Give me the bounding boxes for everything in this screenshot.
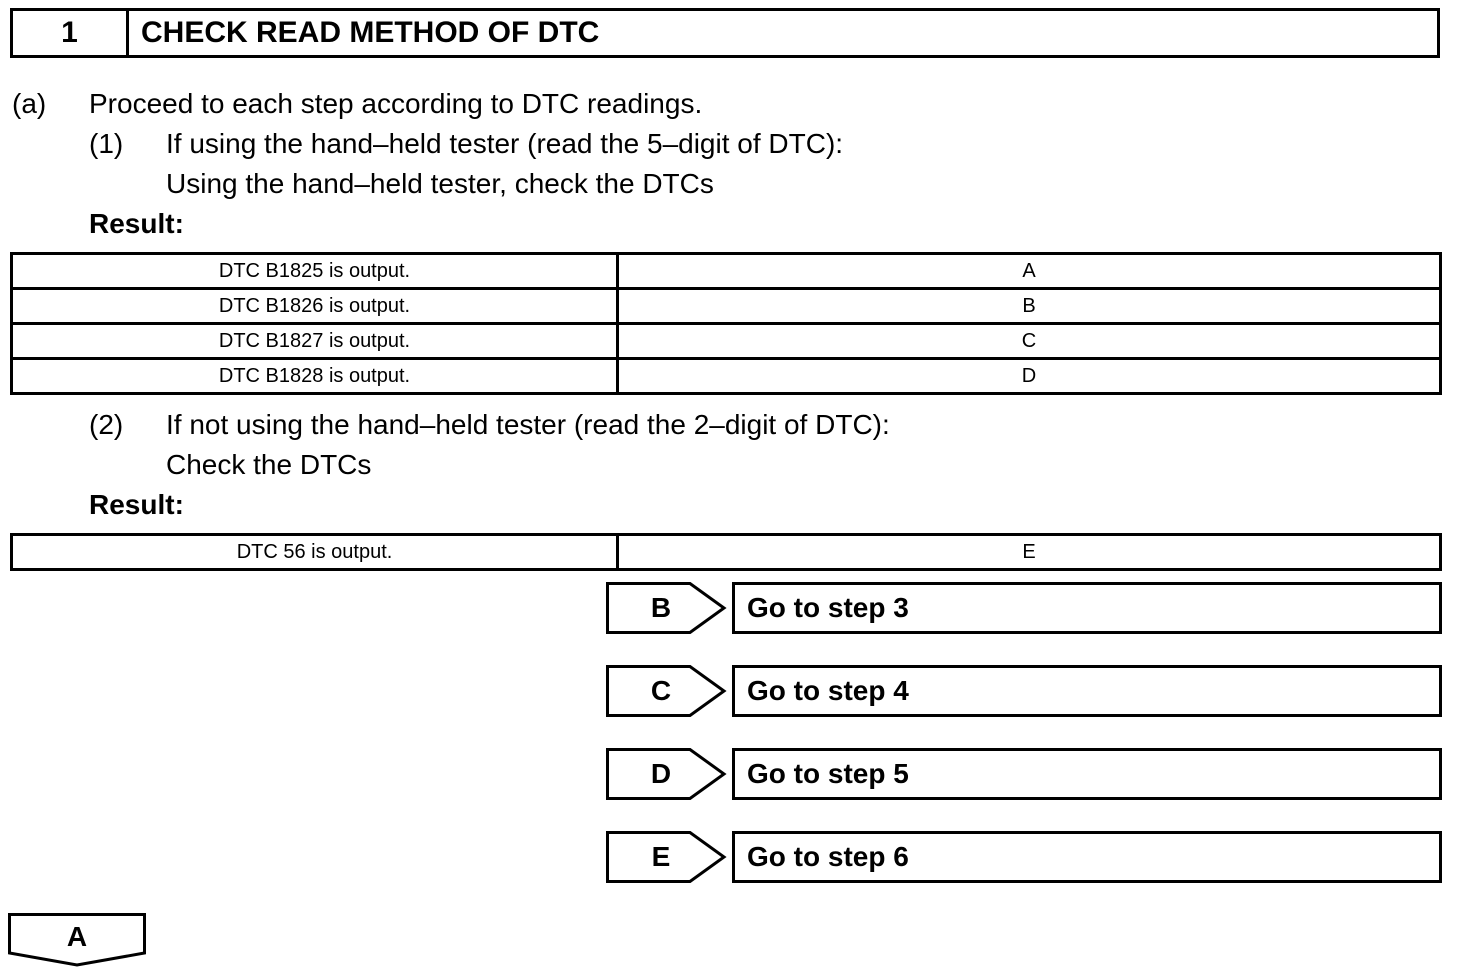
step-1-marker: (1) — [89, 128, 124, 159]
step-1-line1: If using the hand–held tester (read the 5–digit of DTC): — [166, 128, 844, 159]
step-2-marker: (2) — [89, 409, 124, 440]
step-number: 1 — [13, 11, 129, 55]
next-tag-label: A — [66, 921, 88, 952]
branch-c[interactable] — [606, 665, 1442, 717]
step-a-marker: (a) — [12, 88, 47, 119]
go-to-step-button[interactable]: Go to step 5 — [732, 748, 1442, 800]
result-cell: B — [618, 289, 1441, 324]
branch-d[interactable] — [606, 748, 1442, 800]
step-header — [10, 8, 1440, 58]
go-to-step-button[interactable]: Go to step 4 — [732, 665, 1442, 717]
branch-tag: E — [651, 841, 671, 872]
next-step-a[interactable] — [8, 913, 148, 967]
step-2-line2: Check the DTCs — [166, 449, 372, 480]
step-1-line2: Using the hand–held tester, check the DTCs — [166, 168, 714, 199]
result-cell: C — [618, 324, 1441, 359]
result-table-2 — [10, 533, 1442, 571]
condition-cell: DTC B1825 is output. — [12, 254, 618, 289]
branch-tag: B — [650, 592, 672, 623]
branch-b[interactable] — [606, 582, 1442, 634]
step-2-line1: If not using the hand–held tester (read the 2–digit of DTC): — [166, 409, 890, 440]
condition-cell: DTC B1826 is output. — [12, 289, 618, 324]
table-row — [12, 289, 1441, 324]
go-to-step-button[interactable]: Go to step 3 — [732, 582, 1442, 634]
branch-tag: D — [650, 758, 672, 789]
condition-cell: DTC 56 is output. — [12, 535, 618, 570]
result-cell: D — [618, 359, 1441, 394]
go-to-step-button[interactable]: Go to step 6 — [732, 831, 1442, 883]
step-2-result-label: Result: — [89, 489, 184, 520]
step-title: CHECK READ METHOD OF DTC — [141, 16, 600, 49]
table-row — [12, 535, 1441, 570]
result-table-1 — [10, 252, 1442, 395]
step-1-result-label: Result: — [89, 208, 184, 239]
condition-cell: DTC B1827 is output. — [12, 324, 618, 359]
result-cell: A — [618, 254, 1441, 289]
condition-cell: DTC B1828 is output. — [12, 359, 618, 394]
step-a-text: Proceed to each step according to DTC readings. — [89, 88, 703, 119]
branch-e[interactable] — [606, 831, 1442, 883]
table-row — [12, 324, 1441, 359]
branch-tag: C — [650, 675, 672, 706]
table-row — [12, 359, 1441, 394]
result-cell: E — [618, 535, 1441, 570]
table-row — [12, 254, 1441, 289]
